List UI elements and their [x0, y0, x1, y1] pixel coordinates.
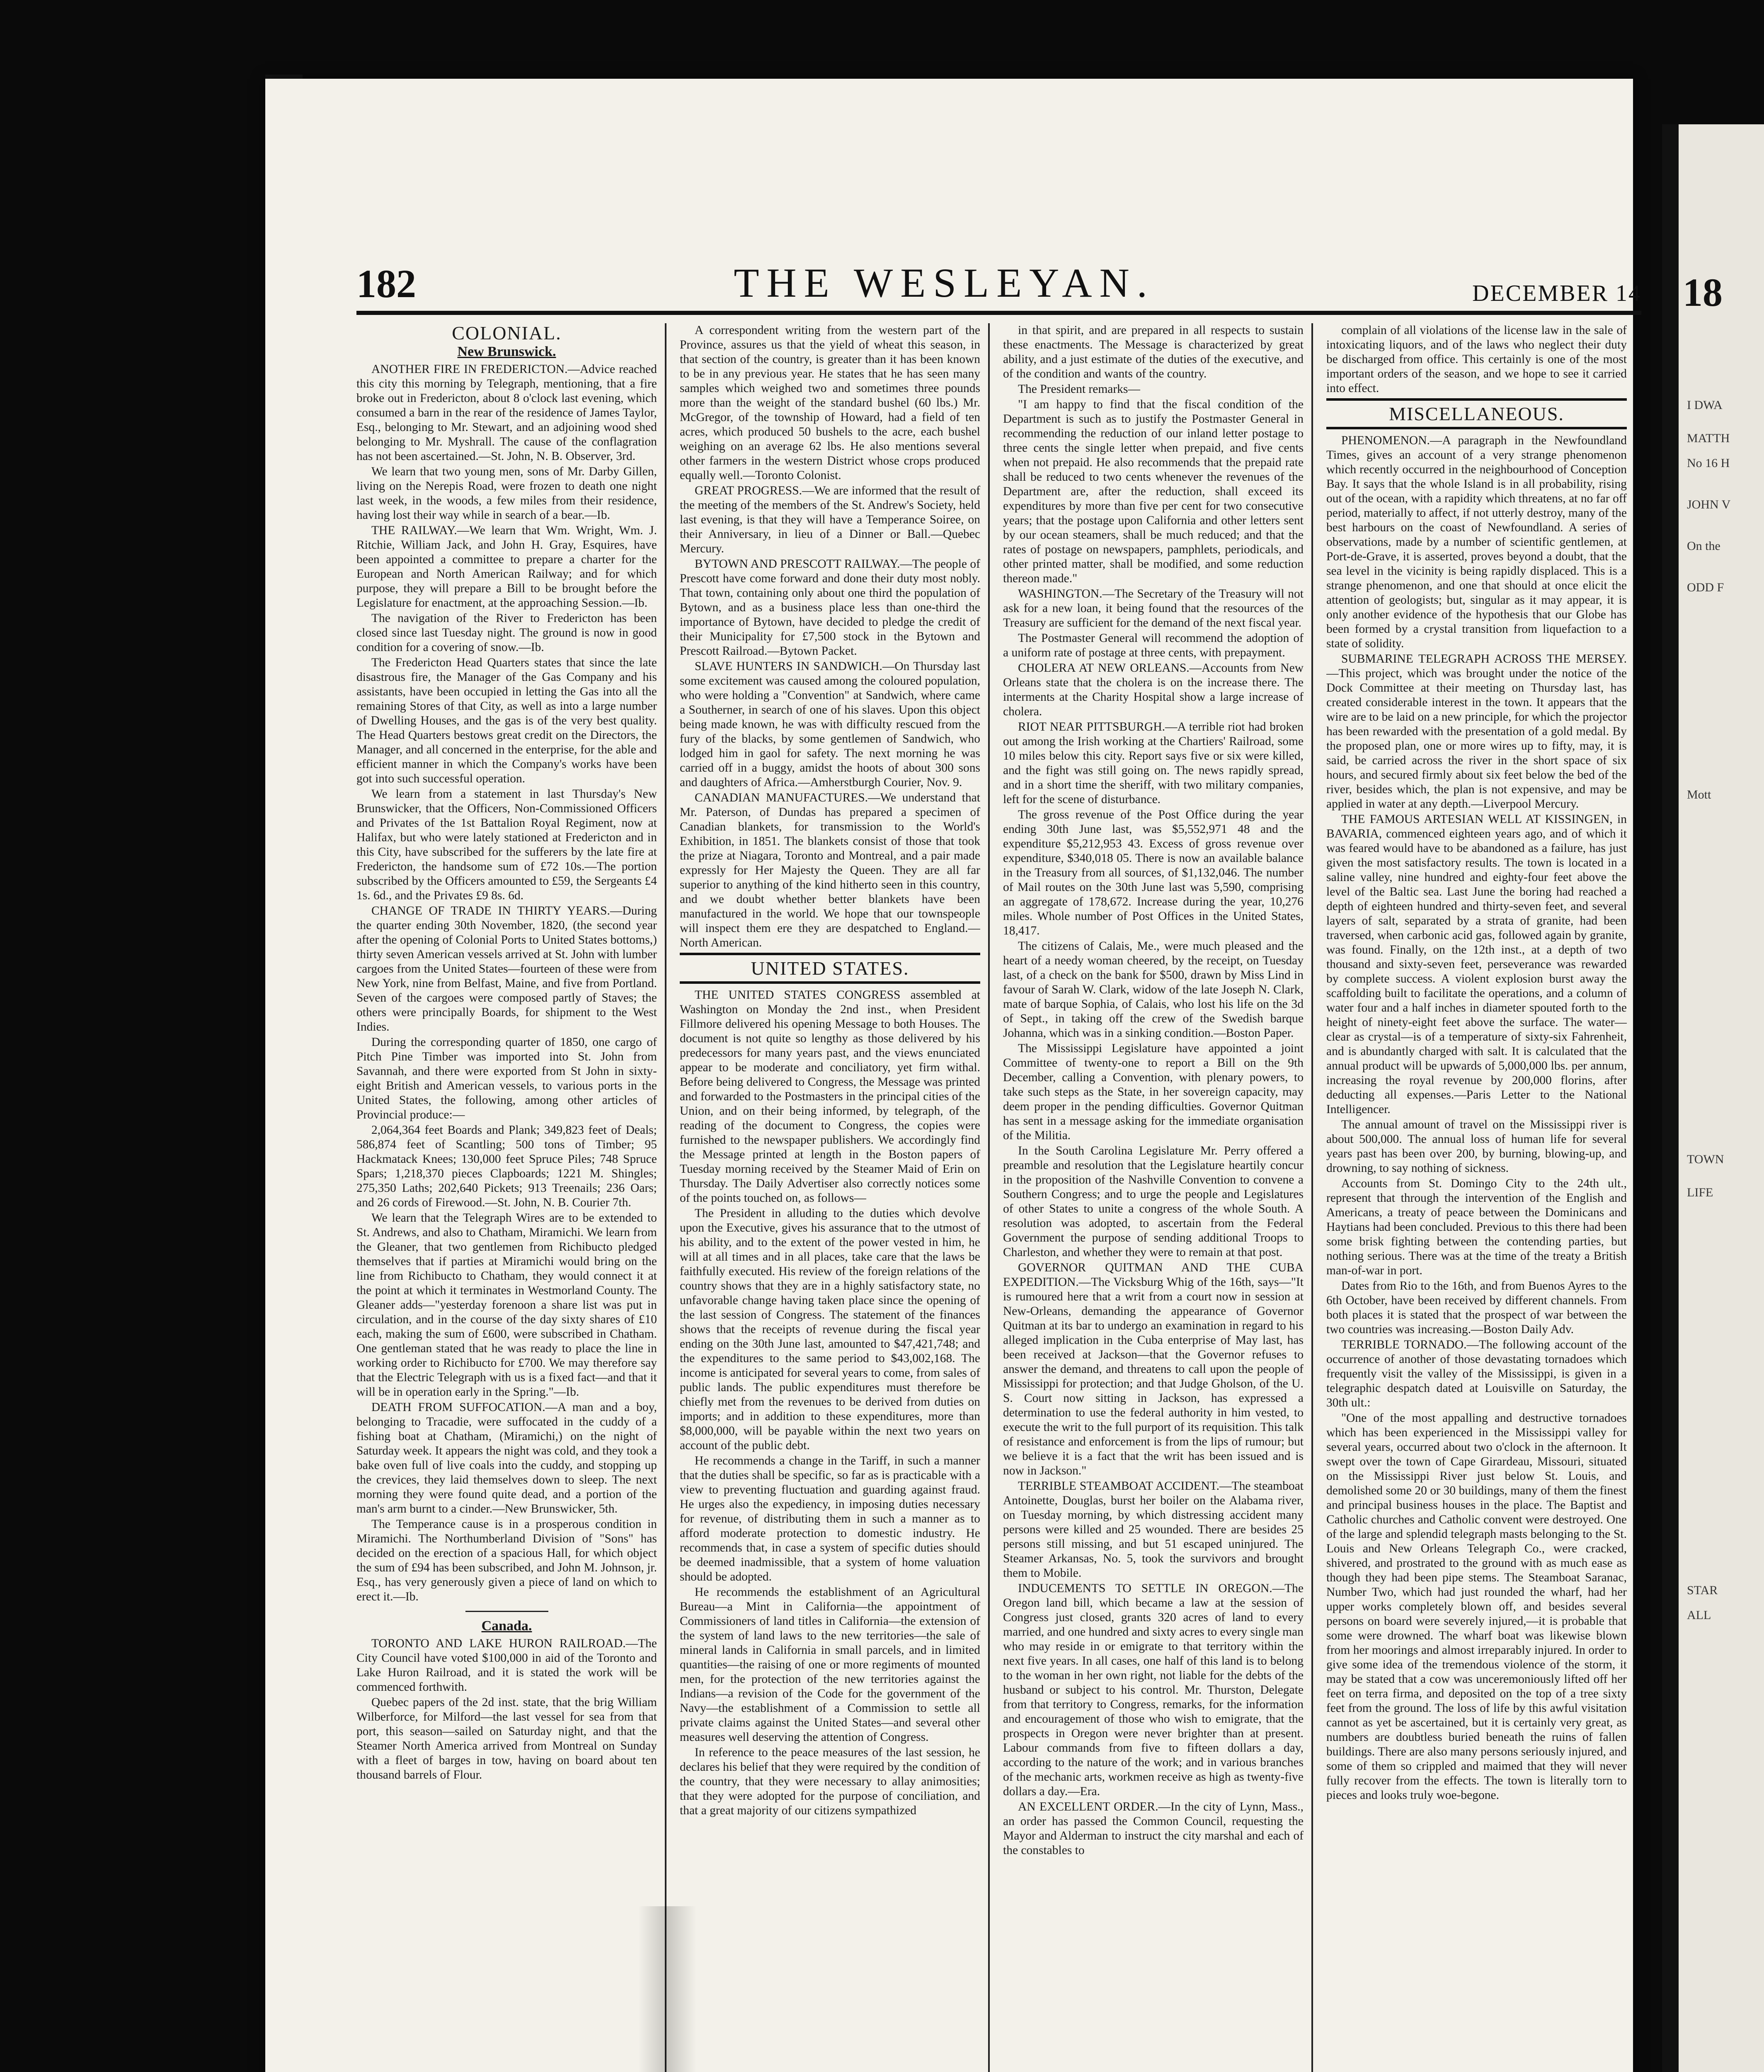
article-paragraph: In reference to the peace measures of the last session, he declares his belief that they were required by the condition of the country, that they were necessary to allay animosities; that they were adopted for the purpose of conciliation, and that a great majority of our citizens sympathized: [680, 1746, 980, 1817]
article-paragraph: ANOTHER FIRE IN FREDERICTON.—Advice reached this city this morning by Telegraph, mentioning, that a fire broke out in Fredericton, about 8 o'clock last evening, which consumed a barn in the rear of the residence of James Taylor, Esq., belonging to Mr. Stewart, and an adjoining wood shed belonging to Mr. Myshrall. The cause of the conflagration has not been ascertained.—St. John, N. B. Observer, 3rd.: [356, 363, 657, 463]
article-paragraph: TORONTO AND LAKE HURON RAILROAD.—The City Council have voted $100,000 in aid of the Toronto and Lake Huron Railroad, and it is stated the work will be commenced forthwith.: [356, 1637, 657, 1694]
next-page-edge: [1662, 124, 1764, 2072]
article-paragraph: BYTOWN AND PRESCOTT RAILWAY.—The people of Prescott have come forward and done their duty most nobly. That town, containing only about one third the population of Bytown, and as a business place less than one-third the importance of Bytown, have decided to pledge the credit of their Municipality for £7,500 stock in the Bytown and Prescott Railroad.—Bytown Packet.: [680, 557, 980, 658]
article-paragraph: CHANGE OF TRADE IN THIRTY YEARS.—During the quarter ending 30th November, 1820, (the second year after the opening of Colonial Ports to United States bottoms,) thirty seven American vessels arrived at St. John with lumber cargoes from the United States—fourteen of these were from New York, nine from Belfast, Maine, and five from Portland. Seven of the cargoes were composed partly of Staves; the others were principally Boards, for shipment to the West Indies.: [356, 904, 657, 1034]
article-paragraph: complain of all violations of the license law in the sale of intoxicating liquors, and of the laws who neglect their duty be discharged from office. This certainly is one of the most important orders of the season, and we hope to see it carried into effect.: [1326, 324, 1627, 395]
column-canada-united-states: [680, 323, 980, 2072]
article-paragraph: The Postmaster General will recommend the adoption of a uniform rate of postage at three cents, with prepayment.: [1003, 632, 1304, 659]
masthead: [356, 260, 1641, 315]
article-paragraph: Accounts from St. Domingo City to the 24th ult., represent that through the intervention of the English and Americans, a treaty of peace between the Dominicans and Haytians had been concluded. Previous to this there had been some brisk fighting between the contending parties, but nothing serious. There was at the time of the treaty a British man-of-war in port.: [1326, 1177, 1627, 1277]
article-paragraph: INDUCEMENTS TO SETTLE IN OREGON.—The Oregon land bill, which became a law at the session of Congress just closed, grants 320 acres of land to every married, and one hundred and sixty acres to every single man who may reside in or emigrate to that territory within the next five years. In all cases, one half of this land is to belong to the woman in her own right, not liable for the debts of the husband or subject to his control. Mr. Thurston, Delegate from that territory to Congress, remarks, for the information and encouragement of those who wish to emigrate, that the prospects in Oregon were never brighter than at present. Labour commands from five to fifteen dollars a day, according to the nature of the work; and in various branches of the mechanic arts, workmen receive as high as twenty-five dollars a day.—Era.: [1003, 1582, 1304, 1798]
article-paragraph: CHOLERA AT NEW ORLEANS.—Accounts from New Orleans state that the cholera is on the increase there. The interments at the Charity Hospital show a large increase of cholera.: [1003, 661, 1304, 718]
edge-fragment: On the: [1687, 539, 1720, 553]
edge-fragment: STAR: [1687, 1583, 1718, 1597]
article-paragraph: The Mississippi Legislature have appointed a joint Committee of twenty-one to report a Bill on the 9th December, calling a Convention, with plenary powers, to take such steps as the State, in her sovereign capacity, may deem proper in the pending difficulties. Governor Quitman has sent in a message asking for the immediate organisation of the Militia.: [1003, 1042, 1304, 1142]
next-page-number: 18: [1683, 270, 1723, 315]
edge-fragment: TOWN: [1687, 1152, 1724, 1166]
edge-fragment: ODD F: [1687, 581, 1724, 594]
article-paragraph: The President in alluding to the duties which devolve upon the Executive, gives his assurance that to the utmost of his ability, and to the extent of the power vested in him, he will at all times and in all places, take care that the laws be faithfully executed. His review of the foreign relations of the country shows that they are in a highly satisfactory state, no unfavorable change having taken place since the opening of the last session of Congress. The statement of the finances shows that the receipts of revenue during the fiscal year ending on the 30th June last, amounted to $47,421,748; and the expenditures to the same period to $43,002,168. The income is anticipated for several years to come, from sales of public lands. The public expenditures must therefore be chiefly met from the revenues to be derived from duties on imports; and in addition to these expenditures, more than $8,000,000, will be payable within the next two years on account of the public debt.: [680, 1207, 980, 1452]
article-paragraph: AN EXCELLENT ORDER.—In the city of Lynn, Mass., an order has passed the Common Council, requesting the Mayor and Alderman to instruct the city marshal and each of the constables to: [1003, 1800, 1304, 1857]
article-paragraph: The gross revenue of the Post Office during the year ending 30th June last, was $5,552,971 48 and the expenditure $5,212,953 43. Excess of gross revenue over expenditure, $340,018 05. There is now an available balance in the Treasury from all sources, of $1,132,046. The number of Mail routes on the 30th June last was 5,590, comprising an aggregate of 178,672. Increase during the year, 10,276 miles. Whole number of Post Offices in the United States, 18,417.: [1003, 808, 1304, 937]
article-paragraph: THE UNITED STATES CONGRESS assembled at Washington on Monday the 2nd inst., when President Fillmore delivered his opening Message to both Houses. The document is not quite so lengthy as those delivered by his predecessors for many years past, and the views enunciated appear to be moderate and conciliatory, yet firm withal. Before being delivered to Congress, the Message was printed and forwarded to the Postmasters in the principal cities of the Union, and on their being informed, by telegraph, of the reading of the document to Congress, the copies were furnished to the newspaper publishers. We accordingly find the Message printed at length in the Boston papers of Tuesday morning received by the Steamer Maid of Erin on Thursday. The Daily Advertiser also correctly notices some of the points touched on, as follows—: [680, 988, 980, 1205]
section-heading-colonial: COLONIAL.: [452, 323, 562, 344]
article-paragraph: Dates from Rio to the 16th, and from Buenos Ayres to the 6th October, have been received by different channels. From both places it is stated that the prospect of war between the two countries was increasing.—Boston Daily Adv.: [1326, 1279, 1627, 1336]
edge-fragment: Mott: [1687, 788, 1711, 801]
column-united-states-continued: [1003, 323, 1304, 2072]
article-paragraph: THE RAILWAY.—We learn that Wm. Wright, Wm. J. Ritchie, William Jack, and John H. Gray, Esquires, have been appointed a committee to prepare a charter for the European and North American Railway; and for which purpose, they will prepare a Bill to be brought before the Legislature for enactment, at the approaching Session.—Ib.: [356, 524, 657, 610]
column-rule: [1311, 323, 1313, 2072]
column-colonial: [356, 323, 657, 2072]
edge-fragment: I DWA: [1687, 398, 1723, 412]
article-paragraph: We learn from a statement in last Thursday's New Brunswicker, that the Officers, Non-Commissioned Officers and Privates of the 1st Battalion Royal Regiment, now at Halifax, but who were lately stationed at Fredericton and in this City, have subscribed for the sufferers by the late fire at Fredericton, the handsome sum of £72 10s.—The portion subscribed by the Officers amounted to £59, the Sergeants £4 1s. 6d., and the Privates £9 8s. 6d.: [356, 787, 657, 902]
article-paragraph: A correspondent writing from the western part of the Province, assures us that the yield of wheat this season, in that section of the country, is greater than it has been known to be in any previous year. He states that he has seen many samples which weighed two and sometimes three pounds more than the weight of the standard bushel (60 lbs.) Mr. McGregor, of the township of Howard, had a field of ten acres, which produced 50 bushels to the acre, each bushel weighing on an average 62 lbs. He also mentions several other farmers in the western District whose crops produced equally well.—Toronto Colonist.: [680, 324, 980, 482]
subheading-canada: Canada.: [481, 1618, 532, 1634]
article-paragraph: We learn that two young men, sons of Mr. Darby Gillen, living on the Nerepis Road, were frozen to death one night last week, in the woods, a few miles from their residence, having lost their way while in search of a bear.—Ib.: [356, 465, 657, 522]
article-paragraph: He recommends the establishment of an Agricultural Bureau—a Mint in California—the appointment of Commissioners of land titles in California—the extension of the system of land laws to the new territories—the sale of mineral lands in California in small parcels, and in limited quantities—the raising of one or more regiments of mounted men, for the protection of the new territories against the Indians—a revision of the Code for the government of the Navy—the establishment of a Commission to settle all private claims against the United States—and several other measures well deserving the attention of Congress.: [680, 1585, 980, 1744]
article-paragraph: THE FAMOUS ARTESIAN WELL AT KISSINGEN, in BAVARIA, commenced eighteen years ago, and of which it was feared would have to be abandoned as a failure, has just given the most satisfactory results. The town is located in a saline valley, nine hundred and eighty-four feet above the level of the Baltic sea. Last June the boring had reached a depth of eighteen hundred and thirty-seven feet, and several layers of salt, separated by a strata of granite, had been traversed, when carbonic acid gas, followed again by granite, was found. Finally, on the 12th inst., at a depth of two thousand and sixty-seven feet, perseverance was rewarded by complete success. A violent explosion burst away the scaffolding built to facilitate the operations, and a column of water four and a half inches in diameter spouted forth to the height of ninety-eight feet above the surface. The water—clear as crystal—is of a temperature of sixty-six Fahrenheit, and is abundantly charged with salt. It is calculated that the annual product will be upwards of 5,000,000 lbs. per annum, increasing the royal revenue by 200,000 florins, after deducting all expenses.—Paris Letter to the National Intelligencer.: [1326, 813, 1627, 1116]
edge-fragment: ALL: [1687, 1608, 1711, 1622]
article-paragraph: The President remarks—: [1018, 382, 1140, 396]
article-paragraph: 2,064,364 feet Boards and Plank; 349,823 feet of Deals; 586,874 feet of Scantling; 500 tons of Timber; 95 Hackmatack Knees; 130,000 feet Spruce Piles; 748 Spruce Spars; 1,218,370 pieces Clapboards; 1221 M. Shingles; 275,350 Laths; 202,640 Pickets; 913 Treenails; 236 Oars; and 26 cords of Firewood.—St. John, N. B. Courier 7th.: [356, 1123, 657, 1209]
article-paragraph: WASHINGTON.—The Secretary of the Treasury will not ask for a new loan, it being found that the resources of the Treasury are sufficient for the demand of the next fiscal year.: [1003, 587, 1304, 629]
newspaper-title: THE WESLEYAN.: [734, 260, 1155, 306]
issue-date: DECEMBER 14: [1472, 281, 1641, 306]
edge-fragment: JOHN V: [1687, 498, 1731, 511]
article-paragraph: GREAT PROGRESS.—We are informed that the result of the meeting of the members of the St. Andrew's Society, held last evening, is that they will have a Temperance Soiree, on their Anniversary, in lieu of a Dinner or Ball.—Quebec Mercury.: [680, 484, 980, 555]
article-paragraph: The citizens of Calais, Me., were much pleased and the heart of a needy woman cheered, by the receipt, on Tuesday last, of a check on the bank for $500, drawn by Miss Lind in favour of Sarah W. Clark, widow of the late Joseph N. Clark, mate of barque Sophia, of Calais, who lost his life on the 3d of Sept., in taking off the crew of the Swedish barque Johanna, which was in a sinking condition.—Boston Paper.: [1003, 939, 1304, 1040]
article-paragraph: The annual amount of travel on the Mississippi river is about 500,000. The annual loss of human life for several years past has been over 200, by burning, blowing-up, and drowning, to say nothing of sickness.: [1326, 1118, 1627, 1175]
article-paragraph: During the corresponding quarter of 1850, one cargo of Pitch Pine Timber was imported into St. John from Savannah, and there were exported from St John in sixty-eight British and American vessels, to various ports in the United States, the following, among other articles of Provincial produce:—: [356, 1036, 657, 1121]
page-fold-shadow: [638, 1906, 696, 2072]
article-paragraph: TERRIBLE TORNADO.—The following account of the occurrence of another of those devastating tornadoes which frequently visit the valley of the Mississippi, is given in a telegraphic despatch dated at Louisville on Saturday, the 30th ult.:: [1326, 1338, 1627, 1409]
article-paragraph: He recommends a change in the Tariff, in such a manner that the duties shall be specific, so far as is practicable with a view to preventing fluctuation and guarding against fraud. He urges also the expediency, in imposing duties necessary for revenue, of distributing them in such a manner as to afford moderate protection to domestic industry. He recommends that, in case a system of specific duties should be deemed inadmissible, that a system of home valuation should be adopted.: [680, 1454, 980, 1583]
article-paragraph: in that spirit, and are prepared in all respects to sustain these enactments. The Message is characterized by great ability, and a just estimate of the duties of the executive, and of the condition and wants of the country.: [1003, 324, 1304, 380]
article-paragraph: SUBMARINE TELEGRAPH ACROSS THE MERSEY.—This project, which was brought under the notice of the Dock Committee at their meeting on Thursday last, has created considerable interest in the town. It appears that the wire are to be laid on a new principle, for which the projector has been rewarded with the presentation of a gold medal. By the proposed plan, one or more wires up to fifty, may, it is said, be carried across the river in the short space of six hours, and secured firmly about six feet below the bed of the river, besides which, the plan is not expensive, and may be applied in water at any depth.—Liverpool Mercury.: [1326, 652, 1627, 811]
article-paragraph: We learn that the Telegraph Wires are to be extended to St. Andrews, and also to Chatham, Miramichi. We learn from the Gleaner, that two gentlemen from Richibucto pledged themselves that if parties at Miramichi would bring on the line from Richibucto to Chatham, they would connect it at the point at which it terminates in Westmorland County. The Gleaner adds—"yesterday forenoon a share list was put in circulation, and in the course of the day sixty shares of £10 each, making the sum of £600, were subscribed in Chatham. One gentleman stated that he was ready to place the line in working order to Richibucto for £700. We may therefore say that the Electric Telegraph with us is a fixed fact—and that it will be in operation early in the Spring."—Ib.: [356, 1211, 657, 1399]
column-rule: [665, 323, 666, 2072]
column-miscellaneous: [1326, 323, 1627, 2072]
article-paragraph: PHENOMENON.—A paragraph in the Newfoundland Times, gives an account of a very strange phenomenon which recently occurred in the neighbourhood of Conception Bay. It says that the whole Island is in all probability, rising out of the ocean, with a rapidity which threatens, at no far off period, materially to affect, if not utterly destroy, many of the best harbours on the coast of Newfoundland. A series of observations, made by a number of scientific gentlemen, at Port-de-Grave, it is asserted, proves beyond a doubt, that the sea level in the vicinity is being rapidly displaced. This is a strange phenomenon, and one that should at once elicit the attention of geologists; but, singular as it may appear, it is only another evidence of the hypothesis that our Globe has been formed by a crystal transition from liquefaction to a state of solidity.: [1326, 434, 1627, 650]
section-divider: [465, 1611, 548, 1612]
article-paragraph: RIOT NEAR PITTSBURGH.—A terrible riot had broken out among the Irish working at the Chartiers' Railroad, some 10 miles below this city. Report says five or six were killed, and the fight was still going on. The news rapidly spread, and in a short time the sheriff, with two military companies, left for the scene of disturbance.: [1003, 720, 1304, 806]
edge-fragment: MATTH: [1687, 431, 1730, 445]
article-paragraph: The Temperance cause is in a prosperous condition in Miramichi. The Northumberland Division of "Sons" has decided on the erection of a spacious Hall, for which object the sum of £94 has been subscribed, and John M. Johnson, jr. Esq., has very generously given a piece of land on which to erect it.—Ib.: [356, 1518, 657, 1603]
article-paragraph: The navigation of the River to Fredericton has been closed since last Tuesday night. The ground is now in good condition for a covering of snow.—Ib.: [356, 612, 657, 654]
column-rule: [988, 323, 990, 2072]
article-paragraph: "One of the most appalling and destructive tornadoes which has been experienced in the Mississippi valley for several years, occurred about two o'clock in the afternoon. It swept over the town of Cape Girardeau, Missouri, situated on the Mississippi River just below St. Louis, and demolished some 20 or 30 buildings, many of them the finest and principal business houses in the place. The Baptist and Catholic churches and Catholic convent were destroyed. One of the large and splendid telegraph masts belonging to the St. Louis and New Orleans Telegraph Co., were cracked, shivered, and prostrated to the ground with as much ease as though they had been pipe stems. The Steamboat Saranac, Number Two, which had just rounded the wharf, had her upper works completely blown off, and besides several persons on board were severely injured,—it is probable that some were drowned. The wharf boat was likewise blown from her moorings and almost irreparably injured. In order to give some idea of the tremendous violence of the storm, it may be stated that a cow was unceremoniously lifted off her feet on terra firma, and deposited on the top of a tree sixty feet from the ground. The loss of life by this awful visitation cannot as yet be ascertained, but it is certainly very great, as numbers are doubtless buried beneath the ruins of fallen buildings. There are also many persons seriously injured, and some of them so crippled and maimed that they will never fully recover from the effects. The town is literally torn to pieces and looks truly woe-begone.: [1326, 1411, 1627, 1802]
article-paragraph: The Fredericton Head Quarters states that since the late disastrous fire, the Manager of the Gas Company and his assistants, have been occupied in letting the Gas into all the remaining Stores of that City, as well as into a large number of Dwelling Houses, and the gas is of the very best quality. The Head Quarters bestows great credit on the Directors, the Manager, and all concerned in the enterprise, for the able and efficient manner in which the Company's works have been got into such successful operation.: [356, 656, 657, 785]
article-paragraph: In the South Carolina Legislature Mr. Perry offered a preamble and resolution that the Legislature heartily concur in the proposition of the Nashville Convention to convene a Southern Congress; and to urge the people and Legislatures of other States to unite a congress of the whole South. A resolution was adopted, to ascertain from the Federal Government the purpose of sending additional Troops to Charleston, and whether they were to remain at that post.: [1003, 1144, 1304, 1259]
page-number: 182: [356, 261, 416, 306]
article-paragraph: SLAVE HUNTERS IN SANDWICH.—On Thursday last some excitement was caused among the coloured population, who were holding a "Convention" at Sandwich, where came a Southerner, in search of one of his slaves. Upon this object being made known, he was with difficulty rescued from the fury of the blacks, by some gentlemen of Sandwich, who lodged him in gaol for safety. The next morning he was carried off in a buggy, amidst the hoots of about 300 sons and daughters of Africa.—Amherstburgh Courier, Nov. 9.: [680, 660, 980, 789]
edge-divider: [1662, 124, 1679, 2072]
article-paragraph: Quebec papers of the 2d inst. state, that the brig William Wilberforce, for Milford—the last vessel for sea from that port, this season—sailed on Saturday night, and that the Steamer North America arrived from Montreal on Sunday with a fleet of barges in tow, having on board about ten thousand barrels of Flour.: [356, 1696, 657, 1782]
article-paragraph: "I am happy to find that the fiscal condition of the Department is such as to justify the Postmaster General in recommending the reduction of our inland letter postage to three cents the single letter when prepaid, and five cents when not prepaid. He also recommends that the prepaid rate shall be reduced to two cents whenever the revenues of the Department are, after the reduction, shall exceed its expenditures by more than five per cent for two consecutive years; that the postage upon California and other letters sent by our ocean steamers, shall be much reduced; and that the rates of postage on newspapers, pamphlets, periodicals, and other printed matter, shall be modified, and some reduction thereon made.": [1003, 398, 1304, 585]
edge-fragment: LIFE: [1687, 1186, 1713, 1199]
section-heading-united-states: UNITED STATES.: [680, 953, 980, 984]
article-paragraph: CANADIAN MANUFACTURES.—We understand that Mr. Paterson, of Dundas has prepared a specimen of Canadian blankets, for transmission to the World's Exhibition, in 1851. The blankets consist of those that took the prize at Niagara, Toronto and Montreal, and a pair made expressly for Her Majesty the Queen. They are all far superior to anything of the kind hitherto seen in this country, and we doubt whether better blankets have been manufactured in the world. We hope that our townspeople will inspect them ere they are despatched to England.—North American.: [680, 791, 980, 949]
article-paragraph: GOVERNOR QUITMAN AND THE CUBA EXPEDITION.—The Vicksburg Whig of the 16th, says—"It is rumoured here that a writ from a court now in session at New-Orleans, demanding the appearance of Governor Quitman at its bar to undergo an examination in regard to his alleged implication in the Cuba enterprise of May last, has been received at Jackson—that the Governor refuses to answer the demand, and threatens to call upon the people of Mississippi for protection; and that Judge Gholson, of the U. S. Court now sitting in Jackson, has expressed a determination to use the federal authority in him vested, to execute the writ to the full purport of its requisition. This talk of resistance and enforcement is from the lips of rumour; but we believe it is a fact that the writ has been issued and is now in Jackson.": [1003, 1261, 1304, 1477]
subheading-new-brunswick: New Brunswick.: [457, 344, 556, 359]
section-heading-miscellaneous: MISCELLANEOUS.: [1326, 398, 1627, 429]
edge-fragment: No 16 H: [1687, 456, 1730, 470]
article-paragraph: DEATH FROM SUFFOCATION.—A man and a boy, belonging to Tracadie, were suffocated in the cuddy of a fishing boat at Chatham, (Miramichi,) on the night of Saturday week. It appears the night was cold, and they took a bake oven full of live coals into the cuddy, and stopping up the crevices, they laid themselves down to sleep. The next morning they were found quite dead, and a portion of the man's arm burnt to a cinder.—New Brunswicker, 5th.: [356, 1401, 657, 1515]
article-paragraph: TERRIBLE STEAMBOAT ACCIDENT.—The steamboat Antoinette, Douglas, burst her boiler on the Alabama river, on Tuesday morning, by which distressing accident many persons were killed and 25 wounded. There are besides 25 persons still missing, and but 51 escaped uninjured. The Steamer Arkansas, No. 5, took the survivors and brought them to Mobile.: [1003, 1479, 1304, 1580]
